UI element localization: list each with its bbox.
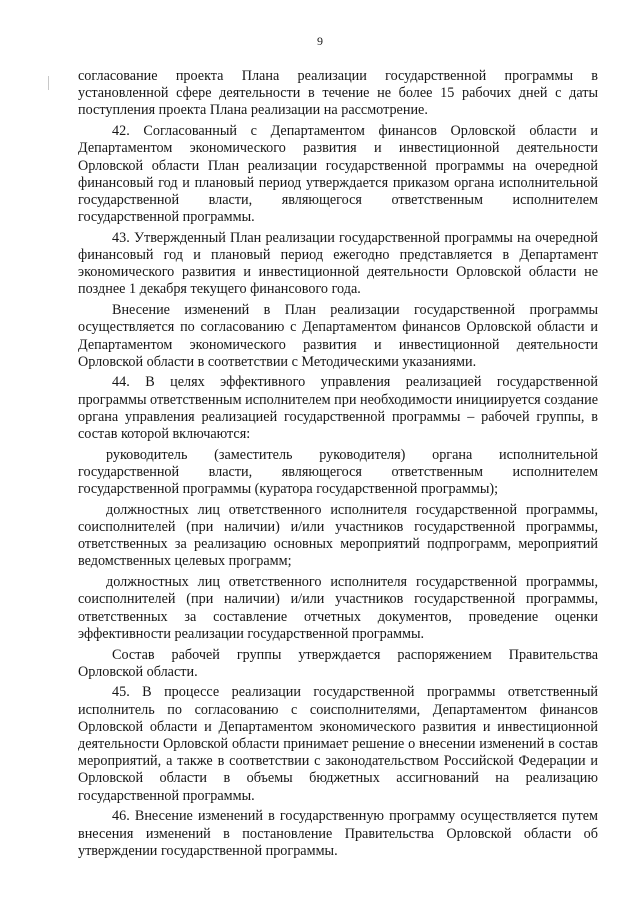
paragraph-44-head: руководитель (заместитель руководителя) органа исполнительной государственной власти, являющегося ответственным исполнителем государственной программы (куратора государственной программы); <box>78 446 598 498</box>
paragraph-continuation: согласование проекта Плана реализации государственной программы в установленной сфере деятельности в течение не более 15 рабочих дней с даты поступления проекта Плана реализации на рассмотрение. <box>78 68 598 119</box>
scan-margin-mark <box>48 76 49 90</box>
paragraph-46: 46. Внесение изменений в государственную программу осуществляется путем внесения изменений в постановление Правительства Орловской области об утверждении государственной программы. <box>78 808 598 859</box>
paragraph-44: 44. В целях эффективного управления реализацией государственной программы ответственным исполнителем при необходимости инициируется создание органа управления реализацией государственной программы – рабочей группы, в состав которой включаются: <box>78 374 598 443</box>
paragraph-43: 43. Утвержденный План реализации государственной программы на очередной финансовый год и плановый период ежегодно представляется в Департамент экономического развития и инвестиционной деятельности Орловской области не позднее 1 декабря текущего финансового года. <box>78 229 598 298</box>
paragraph-44-composition: Состав рабочей группы утверждается распоряжением Правительства Орловской области. <box>78 646 598 680</box>
paragraph-42: 42. Согласованный с Департаментом финансов Орловской области и Департаментом экономического развития и инвестиционной деятельности Орловской области План реализации государственной программы на очередной финансовый год и плановый период утверждается приказом органа исполнительной государственной власти, являющегося ответственным исполнителем государственной программы. <box>78 123 598 226</box>
paragraph-45: 45. В процессе реализации государственной программы ответственный исполнитель по согласованию с соисполнителями, Департаментом финансов Орловской области и Департаментом экономического развития и инвестиционной деятельности Орловской области принимает решение о внесении изменений в состав мероприятий, а также в соответствии с законодательством Российской Федерации и Орловской области в объемы бюджетных ассигнований на реализацию государственной программы. <box>78 684 598 804</box>
paragraph-44-officials-implementation: должностных лиц ответственного исполнителя государственной программы, соисполнителей (при наличии) и/или участников государственной программы, ответственных за реализацию основных мероприятий подпрограмм, мероприятий ведомственных целевых программ; <box>78 501 598 570</box>
paragraph-43-changes: Внесение изменений в План реализации государственной программы осуществляется по согласованию с Департаментом финансов Орловской области и Департаментом экономического развития и инвестиционной деятельности Орловской области в соответствии с Методическими указаниями. <box>78 302 598 370</box>
paragraph-44-officials-reporting: должностных лиц ответственного исполнителя государственной программы, соисполнителей (при наличии) и/или участников государственной программы, ответственных за составление отчетных документов, проведение оценки эффективности реализации государственной программы. <box>78 574 598 642</box>
document-body <box>78 68 598 863</box>
page-number: 9 <box>317 34 323 48</box>
